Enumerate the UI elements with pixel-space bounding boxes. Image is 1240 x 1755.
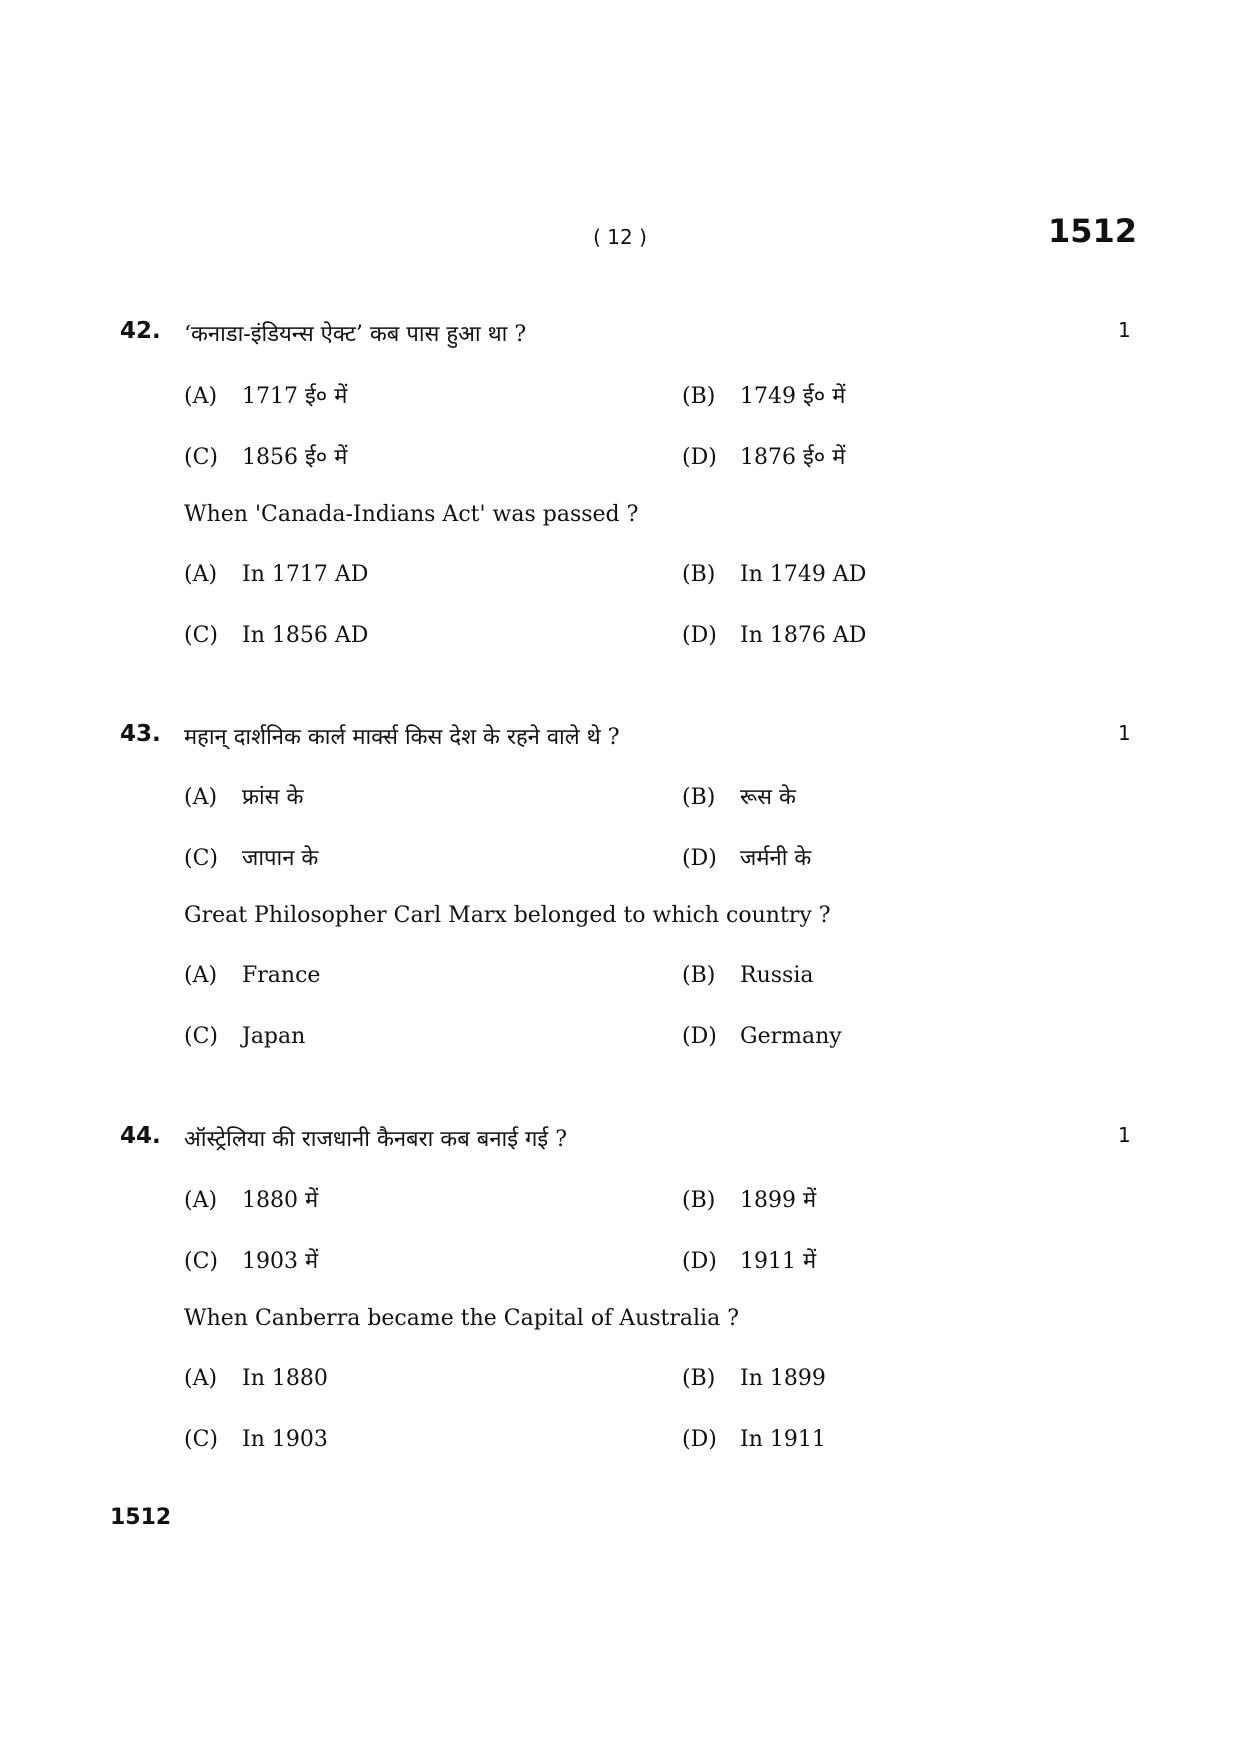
option-c-hindi: (C) 1903 में (184, 1249, 319, 1274)
option-d-hindi: (D) 1911 में (682, 1249, 817, 1274)
option-b-hindi: (B) रूस के (682, 785, 796, 810)
paper-code-header: 1512 (1047, 212, 1137, 250)
option-a-english: (A) France (184, 963, 321, 988)
option-b-english: (B) Russia (682, 963, 814, 988)
option-a-hindi: (A) फ्रांस के (184, 785, 304, 810)
question-marks: 1 (1118, 318, 1131, 342)
option-d-english: (D) In 1876 AD (682, 623, 867, 648)
question-number: 42. (120, 318, 161, 344)
option-a-english: (A) In 1880 (184, 1366, 328, 1391)
option-a-hindi: (A) 1880 में (184, 1188, 319, 1213)
question-text-hindi: महान् दार्शनिक कार्ल मार्क्स किस देश के रहने वाले थे ? (184, 725, 620, 750)
question-number: 44. (120, 1123, 161, 1149)
page-number: ( 12 ) (593, 225, 647, 249)
question-marks: 1 (1118, 721, 1131, 745)
question-number: 43. (120, 721, 161, 747)
option-b-hindi: (B) 1749 ई० में (682, 384, 846, 409)
question-text-english: Great Philosopher Carl Marx belonged to which country ? (184, 903, 831, 928)
question-marks: 1 (1118, 1123, 1131, 1147)
question-text-hindi: ऑस्ट्रेलिया की राजधानी कैनबरा कब बनाई गई ? (184, 1127, 568, 1152)
option-d-hindi: (D) 1876 ई० में (682, 445, 846, 470)
question-text-english: When Canberra became the Capital of Australia ? (184, 1306, 739, 1331)
option-d-english: (D) Germany (682, 1024, 842, 1049)
option-c-english: (C) In 1903 (184, 1427, 328, 1452)
option-a-english: (A) In 1717 AD (184, 562, 369, 587)
paper-code-footer: 1512 (110, 1505, 172, 1530)
question-text-english: When 'Canada-Indians Act' was passed ? (184, 502, 639, 527)
option-b-english: (B) In 1749 AD (682, 562, 867, 587)
option-c-english: (C) Japan (184, 1024, 306, 1049)
option-c-hindi: (C) 1856 ई० में (184, 445, 348, 470)
option-a-hindi: (A) 1717 ई० में (184, 384, 348, 409)
option-d-hindi: (D) जर्मनी के (682, 846, 812, 871)
question-text-hindi: ‘कनाडा-इंडियन्स ऐक्ट’ कब पास हुआ था ? (184, 322, 527, 347)
option-d-english: (D) In 1911 (682, 1427, 826, 1452)
option-b-hindi: (B) 1899 में (682, 1188, 817, 1213)
option-b-english: (B) In 1899 (682, 1366, 826, 1391)
option-c-english: (C) In 1856 AD (184, 623, 369, 648)
option-c-hindi: (C) जापान के (184, 846, 319, 871)
